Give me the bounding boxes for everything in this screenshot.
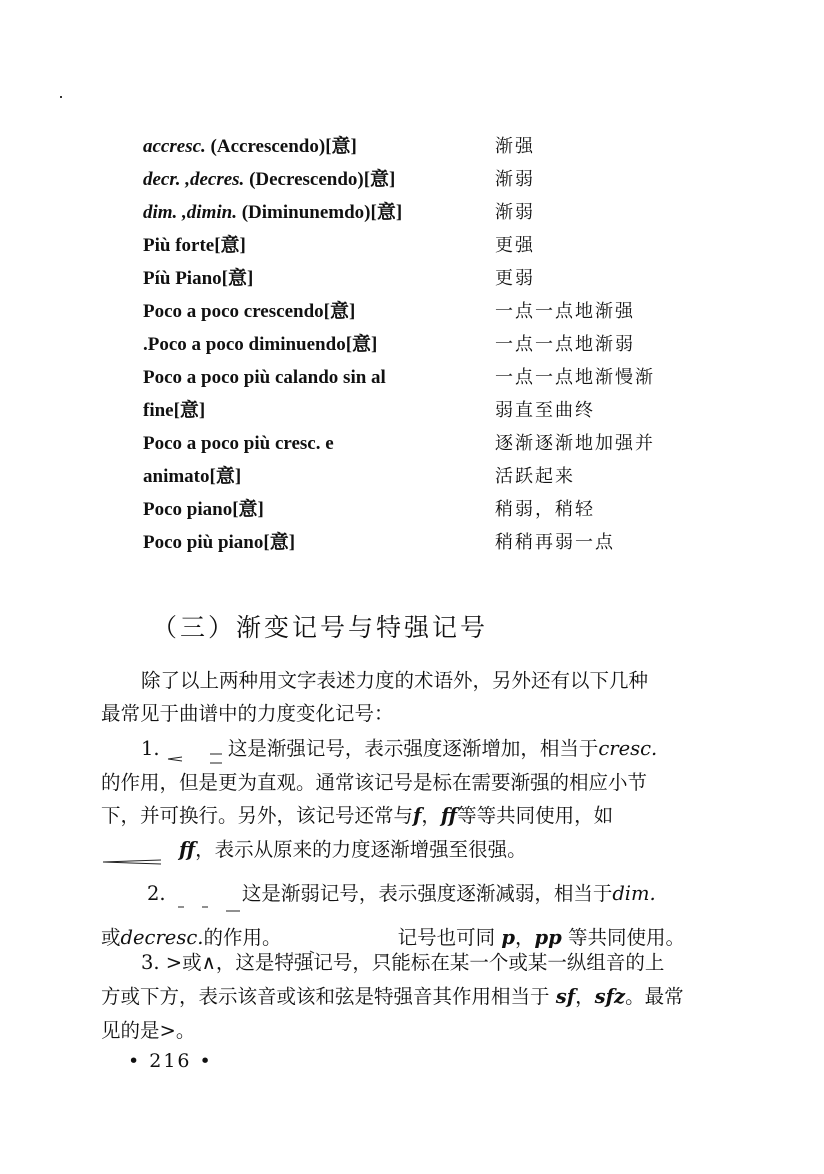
term-row bbox=[143, 331, 703, 364]
ff-example-mark: ff bbox=[179, 837, 196, 861]
decrescendo-inline-symbol bbox=[288, 933, 398, 945]
f-mark: f bbox=[413, 804, 422, 827]
term-meaning: 稍稍再弱一点 bbox=[495, 532, 615, 553]
dim-term: dim. bbox=[612, 882, 656, 905]
item-3-line-3: 见的是>。 bbox=[101, 1019, 196, 1042]
term-row bbox=[143, 298, 703, 331]
term-name bbox=[143, 397, 205, 425]
term-meaning: 逐渐逐渐地加强并 bbox=[495, 433, 655, 454]
term-name bbox=[143, 232, 246, 260]
item-1-paragraph: 1. 这是渐强记号，表示强度逐渐增加，相当于cresc. 的作用，但是更为直观。通常该记号是标在需要渐强的相应小节 下，并可换行。另外，该记号还常与f，ff等等共同使用，如 ff，表示从原来的力度逐渐增强至很强。 bbox=[101, 732, 719, 866]
term-meaning: 一点一点地渐强 bbox=[495, 301, 635, 322]
item-1-line-2: 的作用，但是更为直观。通常该记号是标在需要渐强的相应小节 bbox=[101, 770, 648, 794]
item-2-number: 2. bbox=[147, 882, 166, 905]
term-text: (Decrescendo)[意] bbox=[244, 169, 396, 190]
term-name bbox=[143, 265, 253, 293]
sf-mark: sf bbox=[555, 985, 576, 1008]
term-meaning: 一点一点地渐弱 bbox=[495, 334, 635, 355]
intro-line-1: 除了以上两种用文字表述力度的术语外，另外还有以下几种 bbox=[141, 669, 649, 692]
term-row bbox=[143, 166, 703, 199]
item-3-paragraph: 3. >或∧，这是特强记号，只能标在某一个或某一纵组音的上 方或下方，表示该音或该和弦是特强音其作用相当于 sf，sfz。最常 见的是>。 bbox=[101, 946, 719, 1048]
term-name bbox=[143, 331, 377, 359]
term-meaning: 活跃起来 bbox=[495, 466, 575, 487]
term-row bbox=[143, 364, 703, 397]
term-meaning: 渐强 bbox=[495, 136, 535, 157]
term-text: Poco a poco crescendo[意] bbox=[143, 301, 356, 322]
term-text: (Accrescendo)[意] bbox=[205, 136, 357, 157]
term-abbreviation: decr. ,decres. bbox=[143, 169, 245, 190]
term-name bbox=[143, 133, 357, 161]
term-meaning: 更强 bbox=[495, 235, 535, 256]
term-meaning: 渐弱 bbox=[495, 169, 535, 190]
term-row bbox=[143, 397, 703, 430]
term-text: Poco a poco più calando sin al bbox=[143, 367, 386, 388]
section-title: （三）渐变记号与特强记号 bbox=[152, 613, 489, 642]
term-text: Poco piano[意] bbox=[143, 499, 264, 520]
decrescendo-symbol bbox=[172, 889, 242, 901]
term-row bbox=[143, 496, 703, 529]
ff-mark: ff bbox=[440, 804, 458, 827]
term-text: Poco più piano[意] bbox=[143, 532, 296, 553]
term-meaning: 一点一点地渐慢渐 bbox=[495, 367, 655, 388]
term-row bbox=[143, 529, 703, 562]
term-meaning: 弱直至曲终 bbox=[495, 400, 595, 421]
term-abbreviation: dim. ,dimin. bbox=[143, 202, 237, 223]
term-meaning: 渐弱 bbox=[495, 202, 535, 223]
intro-paragraph bbox=[101, 664, 719, 730]
term-name bbox=[143, 529, 295, 557]
term-name bbox=[143, 463, 241, 491]
sfz-mark: sfz bbox=[594, 985, 626, 1008]
term-row bbox=[143, 430, 703, 463]
term-text: .Poco a poco diminuendo[意] bbox=[143, 334, 378, 355]
term-row bbox=[143, 463, 703, 496]
term-name bbox=[143, 364, 386, 392]
item-1-number: 1. bbox=[141, 737, 160, 760]
term-name bbox=[143, 298, 355, 326]
intro-line-2: 最常见于曲谱中的力度变化记号： bbox=[101, 702, 394, 725]
pp-mark: pp bbox=[534, 926, 562, 949]
term-row bbox=[143, 199, 703, 232]
term-text: fine[意] bbox=[143, 400, 206, 421]
term-row bbox=[143, 232, 703, 265]
terms-list bbox=[143, 133, 703, 562]
crescendo-example-symbol bbox=[101, 844, 167, 856]
term-row bbox=[143, 133, 703, 166]
p-mark: p bbox=[501, 926, 516, 949]
term-name bbox=[143, 496, 264, 524]
item-3-line-1: 3. >或∧，这是特强记号，只能标在某一个或某一纵组音的上 bbox=[141, 951, 665, 974]
item-2-paragraph: 2. 这是渐弱记号，表示强度逐渐减弱，相当于dim. 或decresc.的作用。 记号也可同 p，pp 等共同使用。 bbox=[101, 872, 719, 960]
term-text: (Diminunemdo)[意] bbox=[236, 202, 403, 223]
term-meaning: 稍弱，稍轻 bbox=[495, 499, 595, 520]
term-meaning: 更弱 bbox=[495, 268, 535, 289]
term-text: Più forte[意] bbox=[143, 235, 246, 256]
term-name bbox=[143, 199, 402, 227]
term-name bbox=[143, 166, 395, 194]
term-name bbox=[143, 430, 334, 458]
term-text: animato[意] bbox=[143, 466, 242, 487]
term-text: Píù Piano[意] bbox=[143, 268, 254, 289]
stray-dot bbox=[60, 96, 62, 98]
term-abbreviation: accresc. bbox=[143, 136, 206, 157]
decresc-term: decresc. bbox=[120, 926, 204, 949]
crescendo-symbol bbox=[166, 743, 228, 757]
term-text: Poco a poco più cresc. e bbox=[143, 433, 334, 454]
term-row bbox=[143, 265, 703, 298]
cresc-term: cresc. bbox=[598, 737, 658, 760]
page-number: • 216 • bbox=[128, 1050, 213, 1072]
